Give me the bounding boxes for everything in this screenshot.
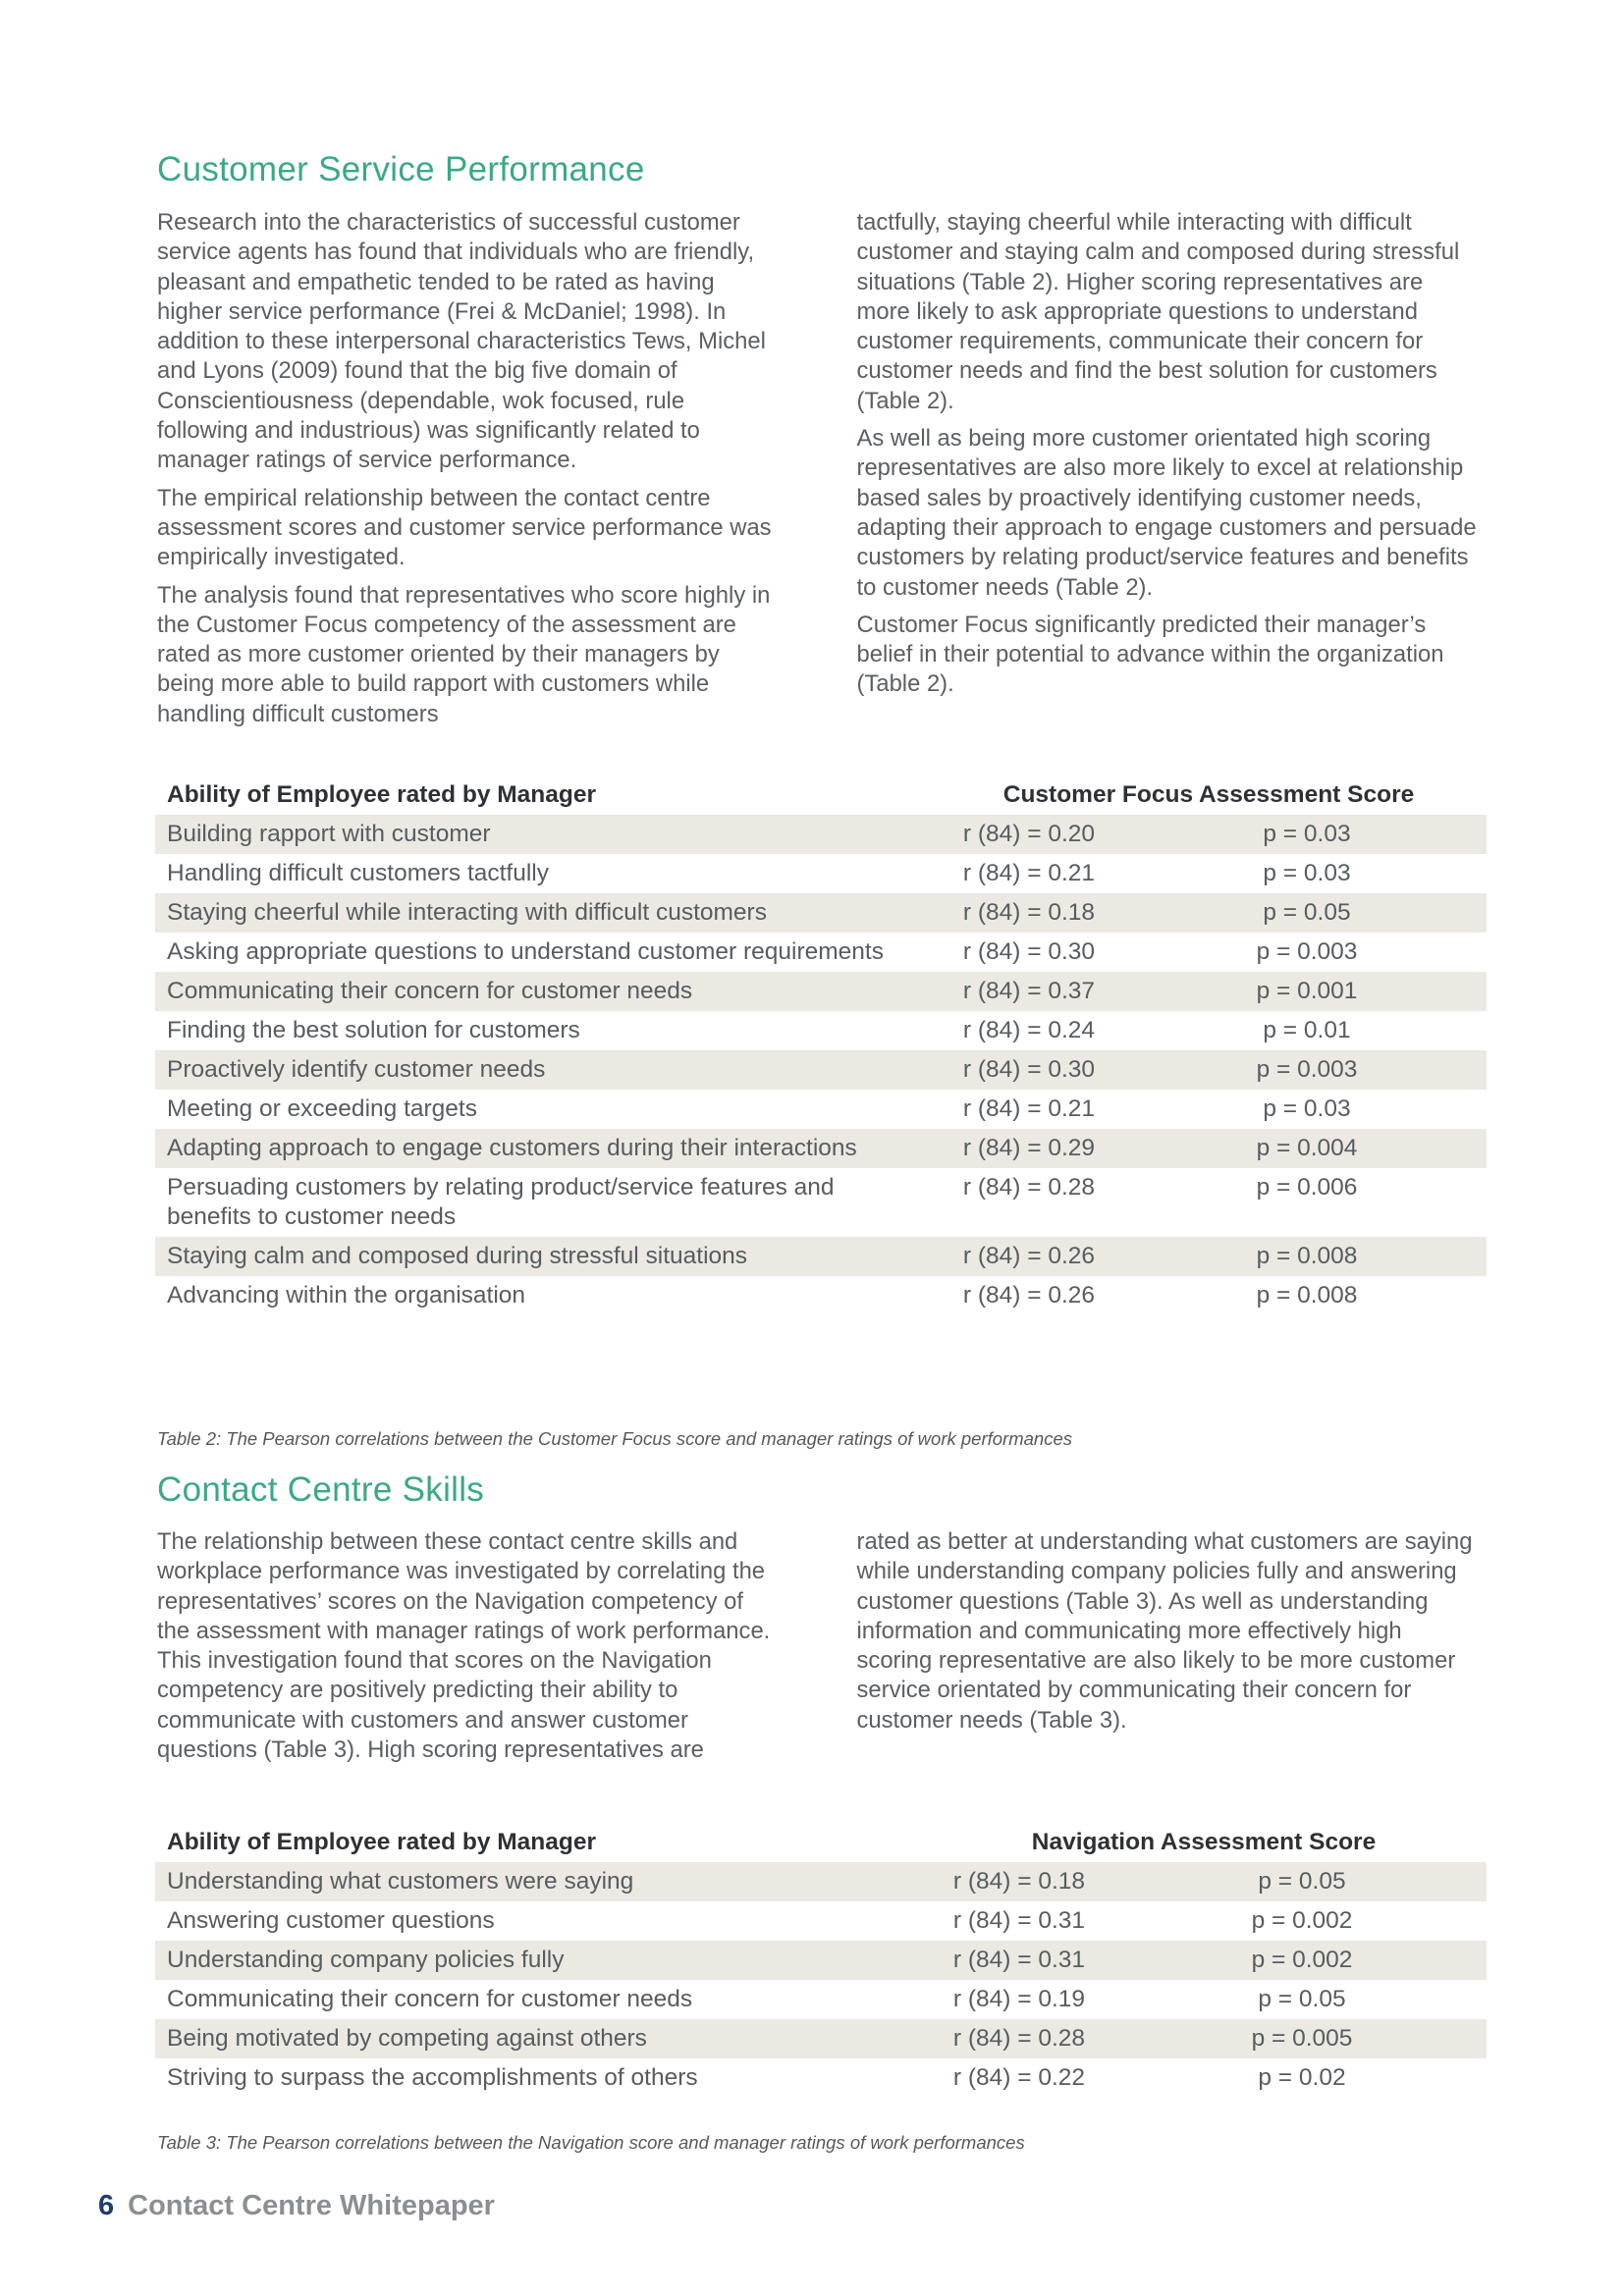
r-value-cell: r (84) = 0.20 — [931, 815, 1127, 854]
r-value-cell: r (84) = 0.30 — [931, 1050, 1127, 1090]
table-row — [155, 933, 1487, 972]
r-value-cell: r (84) = 0.28 — [962, 1174, 1096, 1201]
ability-cell: Adapting approach to engage customers during their interactions — [155, 1129, 931, 1168]
r-value-cell: r (84) = 0.21 — [962, 1095, 1096, 1122]
section1-columns — [157, 208, 1483, 737]
table-header-score: Customer Focus Assessment Score — [1002, 781, 1415, 808]
table-row — [155, 815, 1487, 854]
paragraph: The relationship between these contact centre skills and workplace performance was investigated by correlating the representatives’ scores on the Navigation competency of the assessment with manager ratings of work performance. This investigation found that scores on the Navigation competency are positively predicting their ability to communicate with customers and answer customer questions (Table 3). High scoring representatives are — [157, 1528, 771, 1764]
table-navigation — [155, 1823, 1487, 2098]
table2-caption: Table 2: The Pearson correlations between the Customer Focus score and manager ratings of work performances — [157, 1428, 1072, 1449]
table-header-score: Navigation Assessment Score — [1031, 1829, 1377, 1855]
p-value-cell: p = 0.03 — [1263, 1095, 1351, 1122]
table-row — [155, 2058, 1487, 2098]
paragraph: rated as better at understanding what customers are saying while understanding company policies fully and answering customer questions (Table 3). As well as understanding information and communicating more effectively high scoring representative are also likely to be more customer service orientated by communicating their concern for customer needs (Table 3). — [856, 1528, 1473, 1734]
paragraph: The empirical relationship between the contact centre assessment scores and customer service performance was empirically investigated. — [157, 484, 772, 571]
ability-cell: Understanding company policies fully — [155, 1941, 921, 1980]
p-value-cell: p = 0.002 — [1117, 1941, 1487, 1980]
section-heading-customer-service: Customer Service Performance — [157, 150, 645, 188]
r-value-cell: r (84) = 0.19 — [952, 1986, 1086, 2012]
table-row — [155, 2019, 1487, 2058]
p-value-cell: p = 0.003 — [1256, 938, 1358, 965]
paragraph: Customer Focus significantly predicted their manager’s belief in their potential to advance within the organization (Table 2). — [856, 611, 1444, 698]
ability-cell: Answering customer questions — [167, 1907, 495, 1934]
table3-body — [155, 1862, 1487, 2098]
p-value-cell: p = 0.002 — [1251, 1907, 1353, 1934]
r-value-cell: r (84) = 0.18 — [931, 893, 1127, 933]
page-footer — [98, 2189, 495, 2222]
table2-body — [155, 815, 1487, 1315]
r-value-cell: r (84) = 0.26 — [931, 1237, 1127, 1276]
p-value-cell: p = 0.02 — [1258, 2064, 1346, 2091]
ability-cell: Staying cheerful while interacting with difficult customers — [155, 893, 931, 933]
section1-left-column — [157, 208, 779, 737]
paragraph: Research into the characteristics of successful customer service agents has found that individuals who are friendly, pleasant and empathetic tended to be rated as having higher service performance (Frei & McDaniel; 1998). In addition to these interpersonal characteristics Tews, Michel and Lyons (2009) found that the big five domain of Conscientiousness (dependable, wok focused, rule following and industrious) was significantly related to manager ratings of service performance. — [157, 209, 766, 474]
ability-cell: Building rapport with customer — [155, 815, 931, 854]
ability-cell: Meeting or exceeding targets — [167, 1095, 477, 1122]
table-row — [155, 1941, 1487, 1980]
table-row — [155, 972, 1487, 1011]
p-value-cell: p = 0.003 — [1127, 1050, 1487, 1090]
r-value-cell: r (84) = 0.21 — [962, 860, 1096, 886]
ability-cell: Asking appropriate questions to understand customer requirements — [167, 938, 884, 965]
table-header-ability: Ability of Employee rated by Manager — [167, 1829, 597, 1855]
table-row — [155, 1901, 1487, 1941]
ability-cell: Being motivated by competing against others — [155, 2019, 921, 2058]
p-value-cell: p = 0.008 — [1256, 1282, 1358, 1308]
r-value-cell: r (84) = 0.30 — [962, 938, 1096, 965]
table-row — [155, 1168, 1487, 1237]
ability-cell: Advancing within the organisation — [167, 1282, 526, 1308]
p-value-cell: p = 0.004 — [1127, 1129, 1487, 1168]
table-row — [155, 1276, 1487, 1315]
ability-cell: Communicating their concern for customer needs — [155, 972, 931, 1011]
ability-cell: Proactively identify customer needs — [155, 1050, 931, 1090]
paragraph: As well as being more customer orientated high scoring representatives are also more likely to excel at relationship based sales by proactively identifying customer needs, adapting their approach to engage customers and persuade customers by relating product/service features and benefits to customer needs (Table 2). — [856, 425, 1477, 601]
r-value-cell: r (84) = 0.26 — [962, 1282, 1096, 1308]
page-number: 6 — [98, 2190, 115, 2221]
section-heading-contact-centre-skills: Contact Centre Skills — [157, 1470, 485, 1509]
table-row — [155, 1237, 1487, 1276]
r-value-cell: r (84) = 0.28 — [921, 2019, 1117, 2058]
table-row — [155, 1050, 1487, 1090]
r-value-cell: r (84) = 0.29 — [931, 1129, 1127, 1168]
p-value-cell: p = 0.03 — [1127, 815, 1487, 854]
table-row — [155, 854, 1487, 893]
r-value-cell: r (84) = 0.37 — [931, 972, 1127, 1011]
p-value-cell: p = 0.005 — [1117, 2019, 1487, 2058]
footer-title: Contact Centre Whitepaper — [128, 2190, 495, 2221]
r-value-cell: r (84) = 0.31 — [952, 1907, 1086, 1934]
ability-cell: Striving to surpass the accomplishments of others — [167, 2064, 698, 2091]
p-value-cell: p = 0.05 — [1117, 1862, 1487, 1901]
ability-cell: Persuading customers by relating product/service features and benefits to customer needs — [167, 1174, 835, 1230]
section2-columns — [157, 1527, 1483, 1773]
table-row — [155, 1862, 1487, 1901]
table-header-ability: Ability of Employee rated by Manager — [167, 781, 597, 808]
table-row — [155, 1129, 1487, 1168]
section1-right-column — [857, 208, 1483, 737]
ability-cell: Finding the best solution for customers — [167, 1017, 580, 1043]
ability-cell: Understanding what customers were saying — [155, 1862, 921, 1901]
p-value-cell: p = 0.05 — [1258, 1986, 1346, 2012]
paragraph: tactfully, staying cheerful while interacting with difficult customer and staying calm and composed during stressful situations (Table 2). Higher scoring representatives are more likely to ask appropriate questions to understand customer requirements, communicate their concern for customer needs and find the best solution for customers (Table 2). — [856, 209, 1460, 414]
table3-caption: Table 3: The Pearson correlations between the Navigation score and manager ratings of work performances — [157, 2132, 1025, 2153]
table-row — [155, 1980, 1487, 2019]
section2-right-column — [857, 1527, 1483, 1773]
r-value-cell: r (84) = 0.24 — [962, 1017, 1096, 1043]
r-value-cell: r (84) = 0.22 — [952, 2064, 1086, 2091]
paragraph: The analysis found that representatives who score highly in the Customer Focus competency of the assessment are rated as more customer oriented by their managers by being more able to build rapport with customers while handling difficult customers — [157, 581, 771, 727]
p-value-cell: p = 0.006 — [1256, 1174, 1358, 1201]
r-value-cell: r (84) = 0.31 — [921, 1941, 1117, 1980]
ability-cell: Handling difficult customers tactfully — [167, 860, 549, 886]
r-value-cell: r (84) = 0.18 — [921, 1862, 1117, 1901]
p-value-cell: p = 0.05 — [1127, 893, 1487, 933]
table-row — [155, 1090, 1487, 1129]
section2-left-column — [157, 1527, 779, 1773]
ability-cell: Communicating their concern for customer needs — [167, 1986, 693, 2012]
p-value-cell: p = 0.008 — [1127, 1237, 1487, 1276]
p-value-cell: p = 0.03 — [1263, 860, 1351, 886]
table-customer-focus — [155, 775, 1487, 1315]
p-value-cell: p = 0.001 — [1127, 972, 1487, 1011]
ability-cell: Staying calm and composed during stressful situations — [155, 1237, 931, 1276]
p-value-cell: p = 0.01 — [1263, 1017, 1351, 1043]
table-row — [155, 893, 1487, 933]
table-row — [155, 1011, 1487, 1050]
